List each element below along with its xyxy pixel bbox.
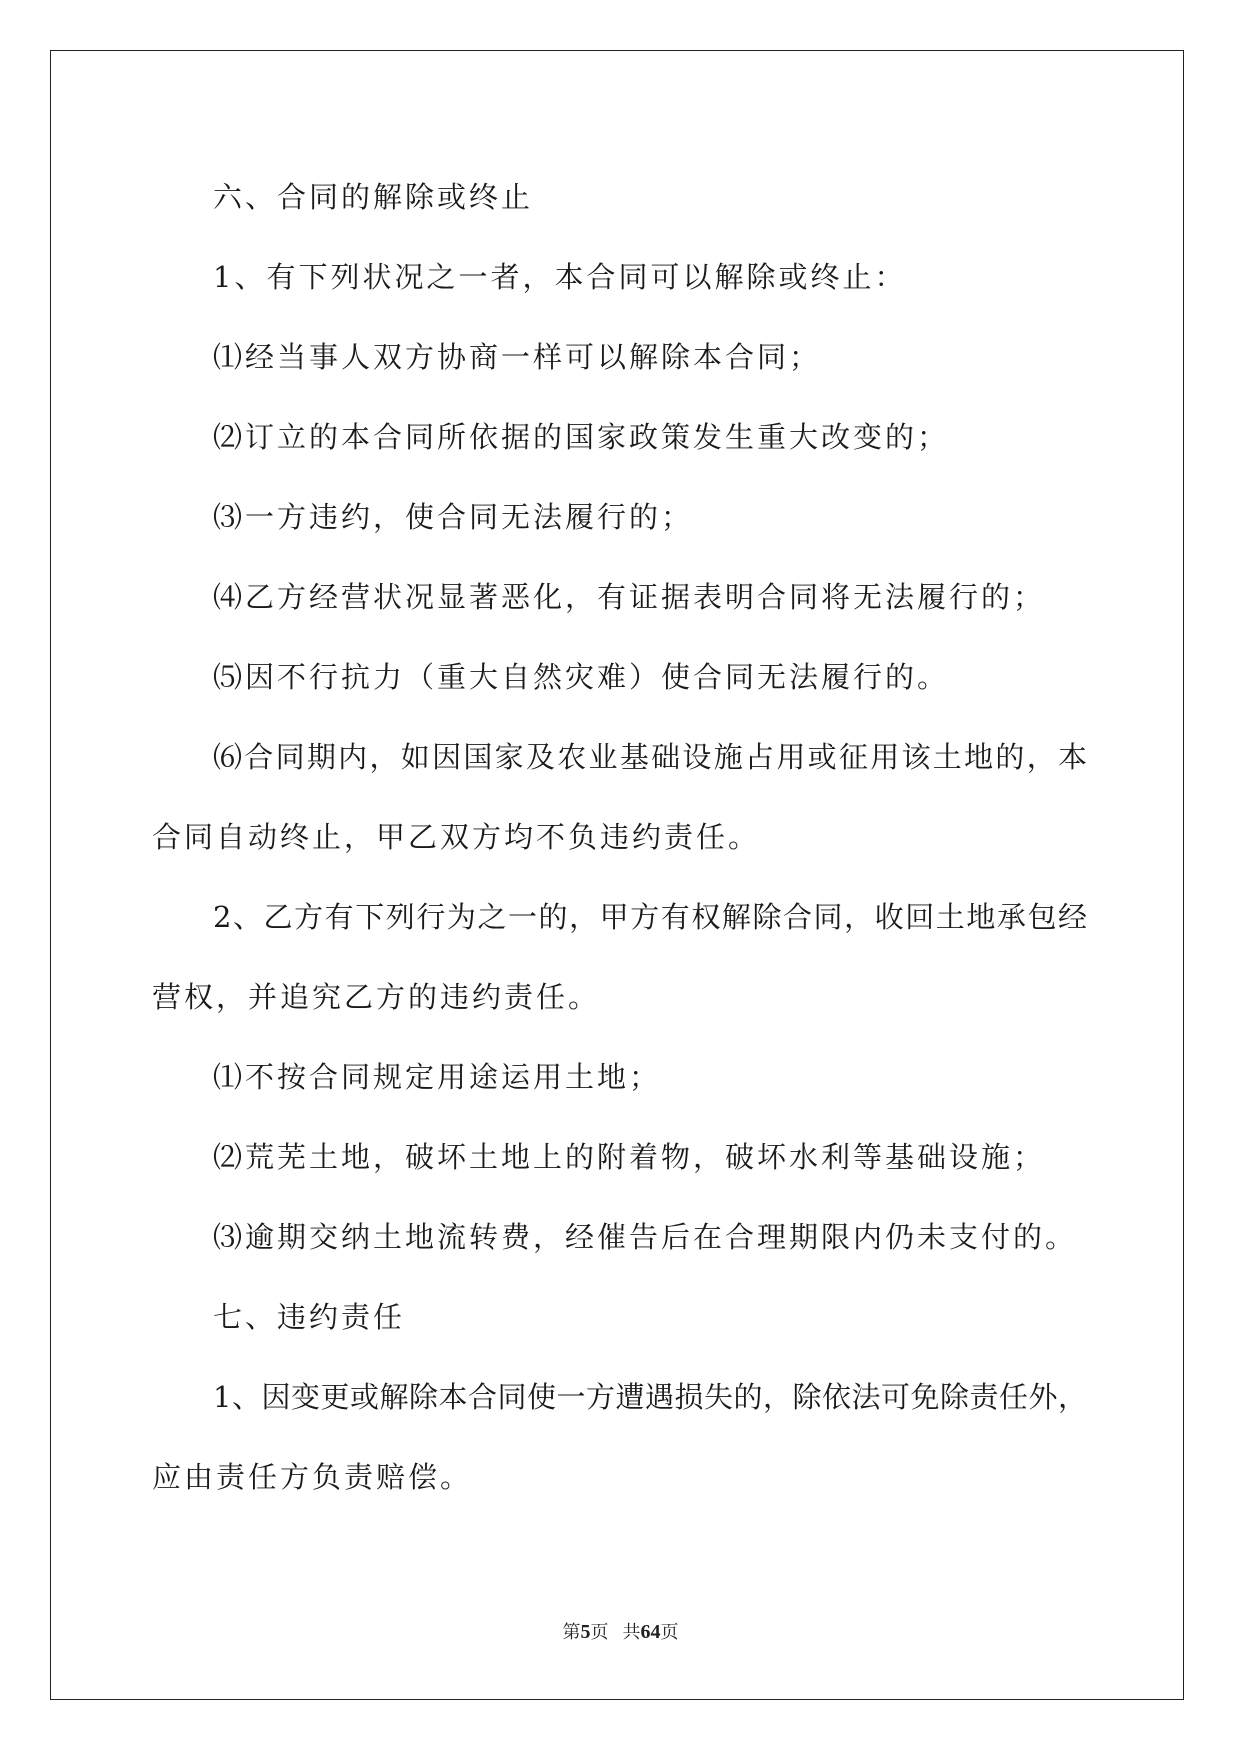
list-item: ⑵荒芜土地，破坏土地上的附着物，破坏水利等基础设施；: [213, 1140, 1046, 1174]
footer-page-unit: 页: [590, 1622, 609, 1642]
paragraph-continuation: 营权，并追究乙方的违约责任。: [152, 980, 601, 1014]
footer-total-prefix: 共: [622, 1622, 641, 1642]
section-heading-6: 六、合同的解除或终止: [213, 180, 534, 214]
list-item-continuation: 合同自动终止，甲乙双方均不负违约责任。: [152, 820, 761, 854]
list-item: ⑵订立的本合同所依据的国家政策发生重大改变的；: [213, 420, 950, 454]
list-item: ⑴经当事人双方协商一样可以解除本合同；: [213, 340, 822, 374]
footer-page-prefix: 第: [562, 1622, 581, 1642]
list-item: ⑶逾期交纳土地流转费，经催告后在合理期限内仍未支付的。: [213, 1220, 1078, 1254]
list-item: ⑷乙方经营状况显著恶化，有证据表明合同将无法履行的；: [213, 580, 1046, 614]
footer-page-number: 5: [580, 1621, 591, 1643]
footer-total-pages: 64: [640, 1621, 661, 1643]
list-item: ⑶一方违约，使合同无法履行的；: [213, 500, 694, 534]
list-item: ⑹合同期内，如因国家及农业基础设施占用或征用该土地的，本: [213, 740, 1087, 774]
list-item: ⑸因不行抗力（重大自然灾难）使合同无法履行的。: [213, 660, 950, 694]
section-heading-7: 七、违约责任: [213, 1300, 406, 1334]
paragraph: 1、因变更或解除本合同使一方遭遇损失的，除依法可免除责任外，: [213, 1380, 1087, 1414]
list-item: ⑴不按合同规定用途运用土地；: [213, 1060, 662, 1094]
footer-total-unit: 页: [660, 1622, 679, 1642]
document-body: [152, 157, 1087, 1517]
paragraph: 1、有下列状况之一者，本合同可以解除或终止：: [213, 260, 907, 294]
paragraph: 2、乙方有下列行为之一的，甲方有权解除合同，收回土地承包经: [213, 900, 1087, 934]
paragraph-continuation: 应由责任方负责赔偿。: [152, 1460, 473, 1494]
page-footer: [0, 1620, 1241, 1644]
